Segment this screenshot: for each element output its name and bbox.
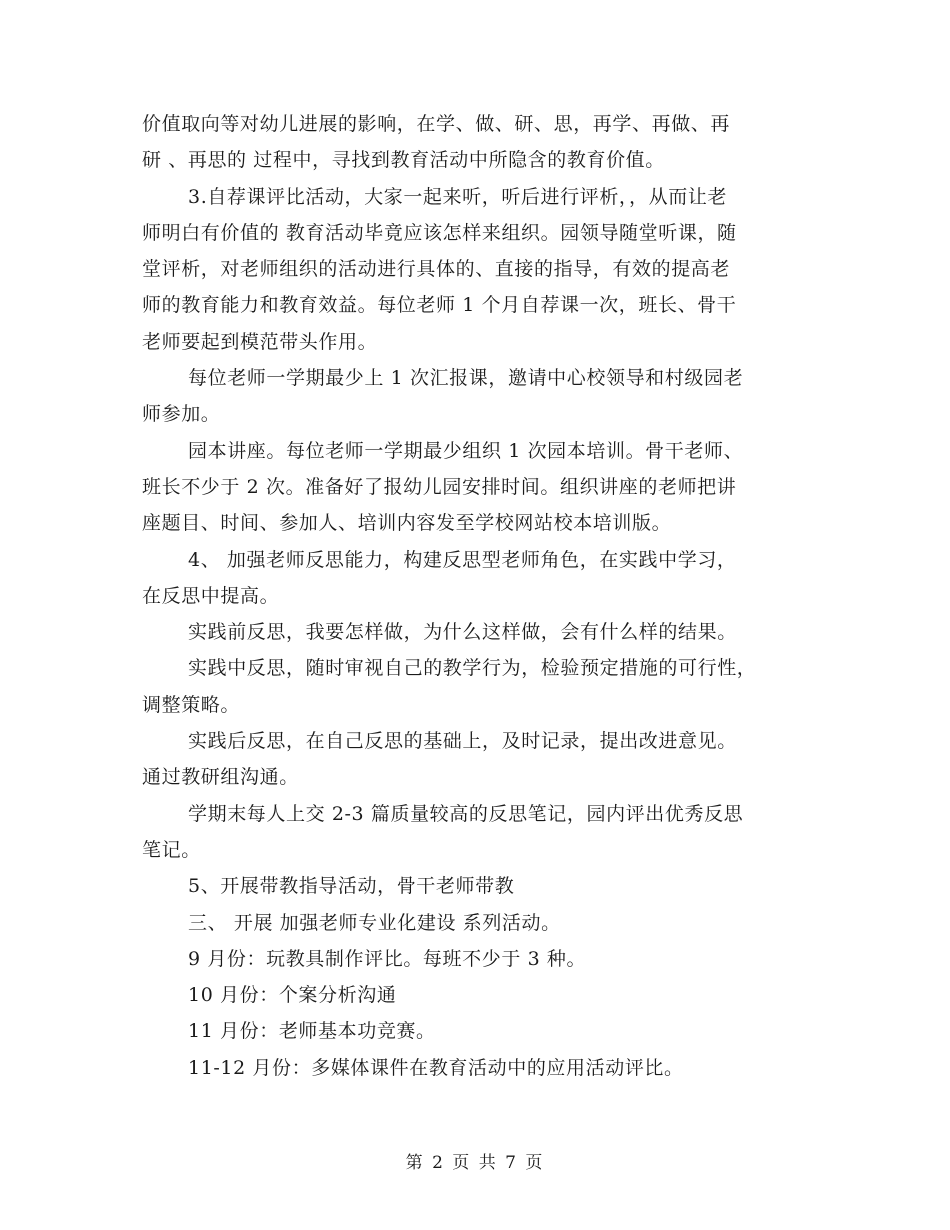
body-line: 4、 加强老师反思能力，构建反思型老师角色，在实践中学习，: [188, 548, 737, 571]
body-line: 研 、再思的 过程中，寻找到教育活动中所隐含的教育价值。: [142, 149, 665, 172]
body-line: 师的教育能力和教育效益。每位老师 1 个月自荐课一次，班长、骨干: [142, 294, 737, 317]
body-line: 老师要起到模范带头作用。: [142, 330, 378, 353]
body-line: 实践后反思，在自己反思的基础上，及时记录，提出改进意见。: [188, 730, 737, 753]
body-line: 园本讲座。每位老师一学期最少组织 1 次园本培训。骨干老师、: [188, 439, 744, 462]
body-line: 调整策略。: [142, 693, 241, 716]
body-line: 10 月份：个案分析沟通: [188, 984, 397, 1007]
body-line: 9 月份：玩教具制作评比。每班不少于 3 种。: [188, 947, 587, 970]
document-body: [142, 106, 812, 1086]
body-line: 5、开展带教指导活动，骨干老师带教: [188, 875, 515, 898]
body-line: 实践前反思，我要怎样做，为什么这样做，会有什么样的结果。: [188, 621, 737, 644]
page-number-footer: 第 2 页 共 7 页: [405, 1153, 545, 1173]
body-line: 3.自荐课评比活动，大家一起来听，听后进行评析，，从而让老: [188, 185, 728, 208]
body-line: 11-12 月份：多媒体课件在教育活动中的应用活动评比。: [188, 1056, 684, 1079]
body-line: 实践中反思，随时审视自己的教学行为，检验预定措施的可行性，: [188, 657, 757, 680]
body-line: 通过教研组沟通。: [142, 766, 299, 789]
body-line: 学期末每人上交 2-3 篇质量较高的反思笔记，园内评出优秀反思: [188, 802, 744, 825]
body-line: 师明白有价值的 教育活动毕竟应该怎样来组织。园领导随堂听课，随: [142, 221, 737, 244]
body-line: 每位老师一学期最少上 1 次汇报课，邀请中心校领导和村级园老: [188, 367, 744, 390]
body-line: 11 月份：老师基本功竞赛。: [188, 1020, 436, 1043]
body-line: 师参加。: [142, 403, 221, 426]
body-line: 座题目、时间、参加人、培训内容发至学校网站校本培训版。: [142, 512, 672, 535]
body-line: 笔记。: [142, 838, 201, 861]
body-line: 班长不少于 2 次。准备好了报幼儿园安排时间。组织讲座的老师把讲: [142, 475, 737, 498]
body-line: 堂评析，对老师组织的活动进行具体的、直接的指导，有效的提高老: [142, 258, 731, 281]
body-line: 在反思中提高。: [142, 584, 280, 607]
section-heading: 三、 开展 加强老师专业化建设 系列活动。: [188, 911, 561, 934]
body-line: 价值取向等对幼儿进展的影响，在学、做、研、思，再学、再做、再: [142, 113, 731, 135]
